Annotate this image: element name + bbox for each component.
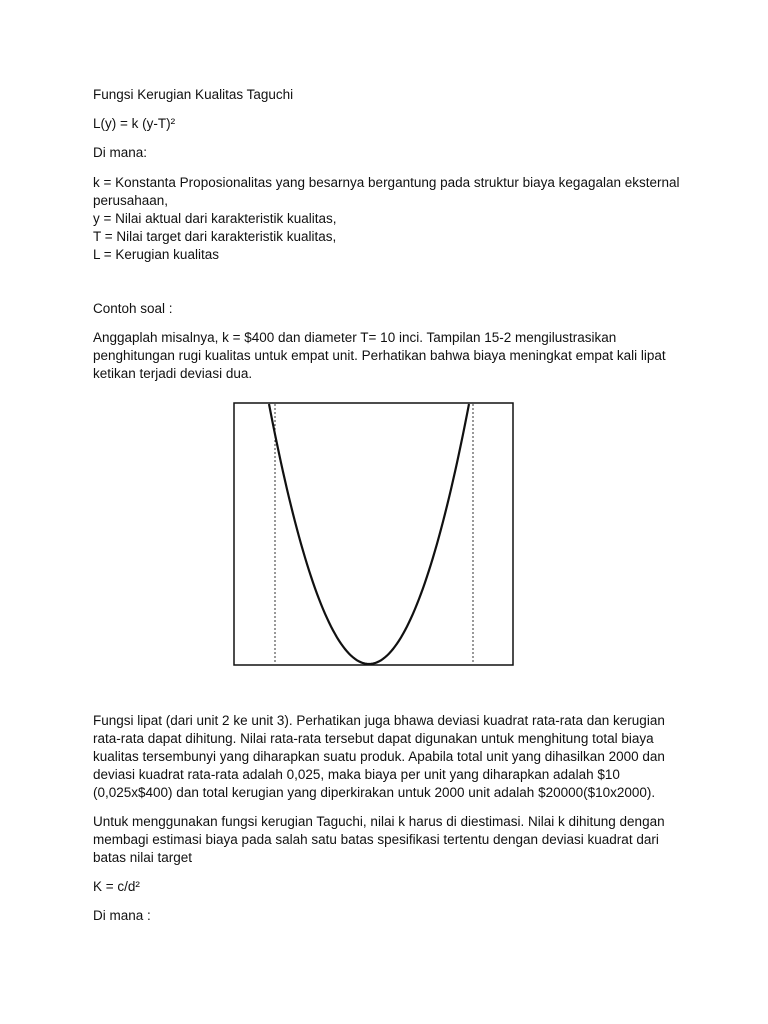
document-page bbox=[93, 86, 693, 394]
document-heading: Fungsi Kerugian Kualitas Taguchi bbox=[93, 87, 294, 102]
explanation-paragraph: Fungsi lipat (dari unit 2 ke unit 3). Perhatikan juga bhawa deviasi kuadrat rata-rata dan kerugian rata-rata dapat dihitung. Nilai rata-rata tersebut dapat digunakan untuk menghitung total biaya kualitas tersembunyi yang diharapkan suatu produk. Apabila total unit yang dihasilkan 2000 dan deviasi kuadrat rata-rata adalah 0,025, maka biaya per unit yang diharapkan adalah $10 (0,025x$400) dan total kerugian yang diperkirakan untuk 2000 unit adalah $20000($10x2000). bbox=[93, 713, 665, 800]
definition-t: T = Nilai target dari karakteristik kualitas, bbox=[93, 229, 337, 244]
loss-parabola-curve bbox=[269, 404, 469, 664]
definition-l: L = Kerugian kualitas bbox=[93, 247, 219, 262]
parabola-diagram bbox=[233, 402, 515, 666]
example-label: Contoh soal : bbox=[93, 301, 173, 316]
definition-y: y = Nilai aktual dari karakteristik kualitas, bbox=[93, 211, 337, 226]
k-formula: K = c/d² bbox=[93, 879, 140, 894]
where-label: Di mana: bbox=[93, 145, 148, 160]
definition-k: k = Konstanta Proposionalitas yang besarnya bergantung pada struktur biaya kegagalan eksternal perusahaan, bbox=[93, 175, 680, 208]
loss-function-figure bbox=[233, 402, 515, 666]
definition-list bbox=[93, 174, 693, 264]
document-continuation bbox=[93, 712, 693, 936]
estimation-paragraph: Untuk menggunakan fungsi kerugian Taguchi, nilai k harus di diestimasi. Nilai k dihitung dengan membagi estimasi biaya pada salah satu batas spesifikasi tertentu dengan deviasi kuadrat dari batas nilai target bbox=[93, 814, 665, 865]
loss-formula: L(y) = k (y-T)² bbox=[93, 116, 176, 131]
where-label-2: Di mana : bbox=[93, 908, 151, 923]
example-paragraph: Anggaplah misalnya, k = $400 dan diameter T= 10 inci. Tampilan 15-2 mengilustrasikan penghitungan rugi kualitas untuk empat unit. Perhatikan bahwa biaya meningkat empat kali lipat ketikan terjadi deviasi dua. bbox=[93, 330, 666, 381]
